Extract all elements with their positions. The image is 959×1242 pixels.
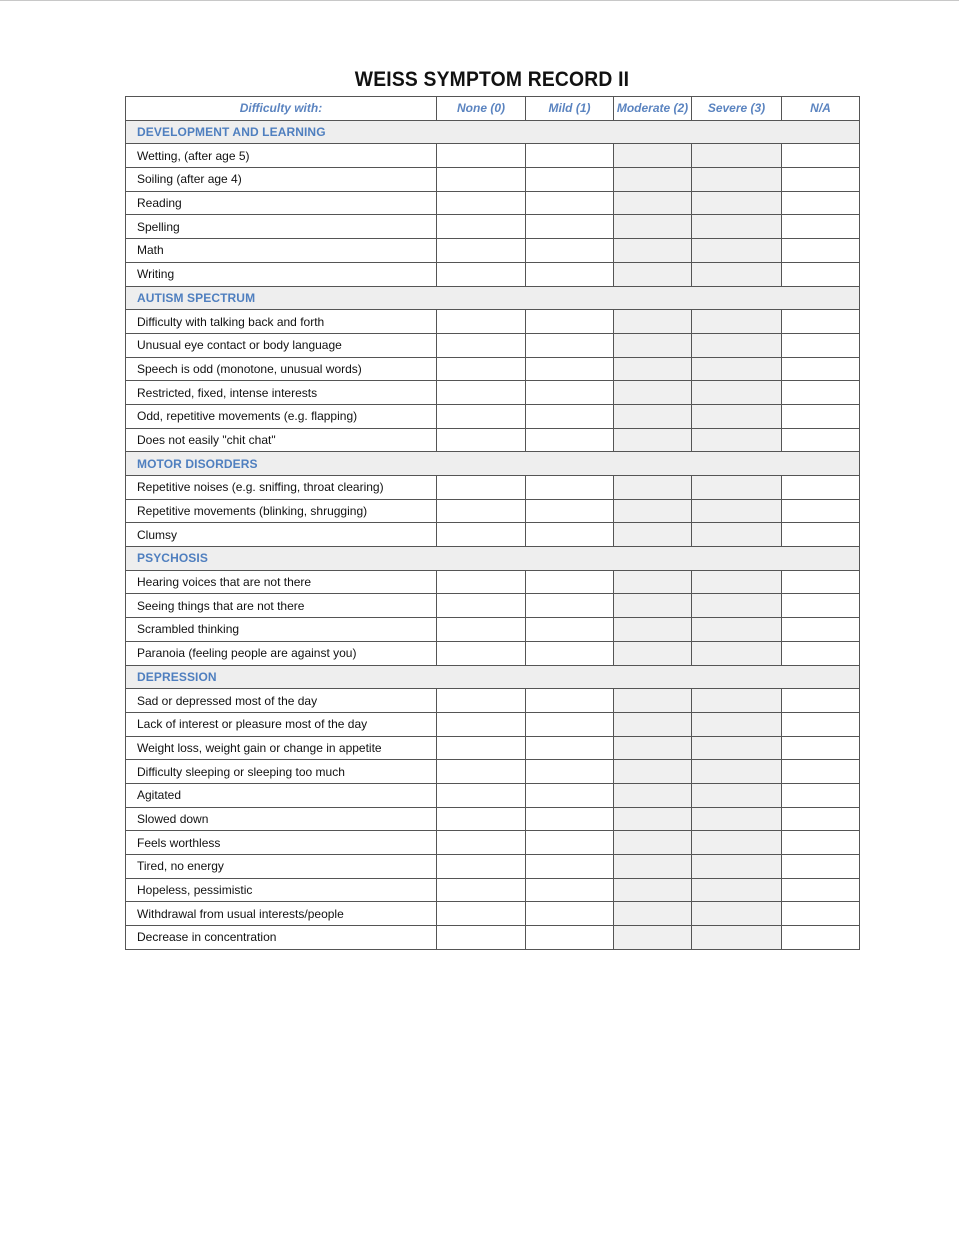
rating-mild-cell[interactable] bbox=[526, 333, 614, 357]
symptom-row bbox=[126, 618, 860, 642]
symptom-label: Repetitive noises (e.g. sniffing, throat clearing) bbox=[126, 476, 437, 500]
rating-moderate-cell[interactable] bbox=[614, 712, 692, 736]
rating-na-cell[interactable] bbox=[782, 878, 860, 902]
rating-moderate-cell[interactable] bbox=[614, 736, 692, 760]
rating-mild-cell[interactable] bbox=[526, 855, 614, 879]
rating-none-cell[interactable] bbox=[437, 310, 526, 334]
symptom-label: Spelling bbox=[126, 215, 437, 239]
rating-none-cell[interactable] bbox=[437, 381, 526, 405]
rating-mild-cell[interactable] bbox=[526, 239, 614, 263]
rating-na-cell[interactable] bbox=[782, 381, 860, 405]
rating-na-cell[interactable] bbox=[782, 523, 860, 547]
symptom-row bbox=[126, 310, 860, 334]
section-header-row bbox=[126, 286, 860, 310]
rating-severe-cell[interactable] bbox=[692, 594, 782, 618]
symptom-row bbox=[126, 807, 860, 831]
document-title: WEISS SYMPTOM RECORD II bbox=[354, 68, 630, 91]
symptom-label: Unusual eye contact or body language bbox=[126, 333, 437, 357]
rating-na-cell[interactable] bbox=[782, 144, 860, 168]
rating-na-cell[interactable] bbox=[782, 239, 860, 263]
rating-none-cell[interactable] bbox=[437, 594, 526, 618]
rating-severe-cell[interactable] bbox=[692, 476, 782, 500]
rating-none-cell[interactable] bbox=[437, 333, 526, 357]
rating-moderate-cell[interactable] bbox=[614, 902, 692, 926]
rating-mild-cell[interactable] bbox=[526, 831, 614, 855]
rating-moderate-cell[interactable] bbox=[614, 215, 692, 239]
column-header-mild: Mild (1) bbox=[526, 97, 614, 121]
symptom-row bbox=[126, 262, 860, 286]
rating-mild-cell[interactable] bbox=[526, 523, 614, 547]
rating-severe-cell[interactable] bbox=[692, 878, 782, 902]
symptom-row bbox=[126, 191, 860, 215]
rating-na-cell[interactable] bbox=[782, 807, 860, 831]
symptom-label: Seeing things that are not there bbox=[126, 594, 437, 618]
rating-mild-cell[interactable] bbox=[526, 807, 614, 831]
rating-severe-cell[interactable] bbox=[692, 926, 782, 950]
column-header-moderate: Moderate (2) bbox=[614, 97, 692, 121]
symptom-table bbox=[125, 96, 860, 950]
section-title: DEPRESSION bbox=[126, 665, 860, 689]
rating-moderate-cell[interactable] bbox=[614, 641, 692, 665]
rating-na-cell[interactable] bbox=[782, 736, 860, 760]
rating-mild-cell[interactable] bbox=[526, 476, 614, 500]
rating-severe-cell[interactable] bbox=[692, 807, 782, 831]
symptom-row bbox=[126, 926, 860, 950]
rating-moderate-cell[interactable] bbox=[614, 855, 692, 879]
rating-na-cell[interactable] bbox=[782, 499, 860, 523]
symptom-label: Agitated bbox=[126, 783, 437, 807]
rating-mild-cell[interactable] bbox=[526, 215, 614, 239]
rating-mild-cell[interactable] bbox=[526, 168, 614, 192]
symptom-label: Difficulty with talking back and forth bbox=[126, 310, 437, 334]
rating-mild-cell[interactable] bbox=[526, 357, 614, 381]
rating-na-cell[interactable] bbox=[782, 902, 860, 926]
rating-severe-cell[interactable] bbox=[692, 215, 782, 239]
symptom-label: Writing bbox=[126, 262, 437, 286]
section-header-row bbox=[126, 547, 860, 571]
symptom-label: Soiling (after age 4) bbox=[126, 168, 437, 192]
rating-na-cell[interactable] bbox=[782, 215, 860, 239]
symptom-label: Speech is odd (monotone, unusual words) bbox=[126, 357, 437, 381]
rating-mild-cell[interactable] bbox=[526, 902, 614, 926]
rating-na-cell[interactable] bbox=[782, 262, 860, 286]
rating-severe-cell[interactable] bbox=[692, 712, 782, 736]
rating-na-cell[interactable] bbox=[782, 570, 860, 594]
column-header-none: None (0) bbox=[437, 97, 526, 121]
section-header-row bbox=[126, 665, 860, 689]
symptom-row bbox=[126, 239, 860, 263]
section-title: PSYCHOSIS bbox=[126, 547, 860, 571]
rating-na-cell[interactable] bbox=[782, 310, 860, 334]
rating-severe-cell[interactable] bbox=[692, 736, 782, 760]
rating-moderate-cell[interactable] bbox=[614, 760, 692, 784]
rating-none-cell[interactable] bbox=[437, 926, 526, 950]
rating-mild-cell[interactable] bbox=[526, 144, 614, 168]
rating-mild-cell[interactable] bbox=[526, 783, 614, 807]
rating-na-cell[interactable] bbox=[782, 689, 860, 713]
symptom-row bbox=[126, 144, 860, 168]
rating-none-cell[interactable] bbox=[437, 783, 526, 807]
rating-severe-cell[interactable] bbox=[692, 618, 782, 642]
rating-severe-cell[interactable] bbox=[692, 902, 782, 926]
rating-moderate-cell[interactable] bbox=[614, 262, 692, 286]
rating-na-cell[interactable] bbox=[782, 783, 860, 807]
rating-na-cell[interactable] bbox=[782, 618, 860, 642]
rating-none-cell[interactable] bbox=[437, 357, 526, 381]
rating-moderate-cell[interactable] bbox=[614, 831, 692, 855]
symptom-label: Decrease in concentration bbox=[126, 926, 437, 950]
rating-mild-cell[interactable] bbox=[526, 381, 614, 405]
rating-mild-cell[interactable] bbox=[526, 712, 614, 736]
rating-na-cell[interactable] bbox=[782, 760, 860, 784]
rating-na-cell[interactable] bbox=[782, 357, 860, 381]
symptom-row bbox=[126, 570, 860, 594]
rating-mild-cell[interactable] bbox=[526, 760, 614, 784]
rating-none-cell[interactable] bbox=[437, 736, 526, 760]
symptom-label: Feels worthless bbox=[126, 831, 437, 855]
rating-moderate-cell[interactable] bbox=[614, 239, 692, 263]
column-header-severe: Severe (3) bbox=[692, 97, 782, 121]
rating-mild-cell[interactable] bbox=[526, 878, 614, 902]
section-header-row bbox=[126, 120, 860, 144]
rating-severe-cell[interactable] bbox=[692, 428, 782, 452]
section-header-row bbox=[126, 452, 860, 476]
rating-mild-cell[interactable] bbox=[526, 499, 614, 523]
rating-severe-cell[interactable] bbox=[692, 499, 782, 523]
symptom-label: Repetitive movements (blinking, shrugging) bbox=[126, 499, 437, 523]
rating-moderate-cell[interactable] bbox=[614, 381, 692, 405]
symptom-row bbox=[126, 499, 860, 523]
rating-na-cell[interactable] bbox=[782, 926, 860, 950]
rating-moderate-cell[interactable] bbox=[614, 523, 692, 547]
column-header-difficulty: Difficulty with: bbox=[126, 97, 437, 121]
symptom-row bbox=[126, 168, 860, 192]
symptom-row bbox=[126, 523, 860, 547]
rating-none-cell[interactable] bbox=[437, 689, 526, 713]
rating-na-cell[interactable] bbox=[782, 168, 860, 192]
symptom-row bbox=[126, 712, 860, 736]
rating-none-cell[interactable] bbox=[437, 618, 526, 642]
symptom-row bbox=[126, 689, 860, 713]
symptom-row bbox=[126, 736, 860, 760]
table-body bbox=[126, 120, 860, 949]
symptom-row bbox=[126, 428, 860, 452]
rating-none-cell[interactable] bbox=[437, 499, 526, 523]
rating-na-cell[interactable] bbox=[782, 428, 860, 452]
rating-mild-cell[interactable] bbox=[526, 310, 614, 334]
rating-na-cell[interactable] bbox=[782, 476, 860, 500]
rating-severe-cell[interactable] bbox=[692, 357, 782, 381]
page-top-rule bbox=[0, 0, 959, 1]
rating-moderate-cell[interactable] bbox=[614, 144, 692, 168]
rating-mild-cell[interactable] bbox=[526, 641, 614, 665]
rating-moderate-cell[interactable] bbox=[614, 570, 692, 594]
rating-none-cell[interactable] bbox=[437, 523, 526, 547]
rating-na-cell[interactable] bbox=[782, 404, 860, 428]
rating-moderate-cell[interactable] bbox=[614, 333, 692, 357]
rating-moderate-cell[interactable] bbox=[614, 310, 692, 334]
symptom-label: Hopeless, pessimistic bbox=[126, 878, 437, 902]
symptom-label: Tired, no energy bbox=[126, 855, 437, 879]
symptom-row bbox=[126, 878, 860, 902]
section-title: AUTISM SPECTRUM bbox=[126, 286, 860, 310]
rating-mild-cell[interactable] bbox=[526, 736, 614, 760]
rating-moderate-cell[interactable] bbox=[614, 428, 692, 452]
rating-severe-cell[interactable] bbox=[692, 783, 782, 807]
rating-severe-cell[interactable] bbox=[692, 381, 782, 405]
rating-severe-cell[interactable] bbox=[692, 760, 782, 784]
symptom-label: Does not easily "chit chat" bbox=[126, 428, 437, 452]
header-row bbox=[126, 97, 860, 121]
rating-none-cell[interactable] bbox=[437, 641, 526, 665]
symptom-row bbox=[126, 783, 860, 807]
symptom-label: Hearing voices that are not there bbox=[126, 570, 437, 594]
rating-moderate-cell[interactable] bbox=[614, 689, 692, 713]
rating-moderate-cell[interactable] bbox=[614, 404, 692, 428]
rating-severe-cell[interactable] bbox=[692, 831, 782, 855]
rating-moderate-cell[interactable] bbox=[614, 191, 692, 215]
rating-none-cell[interactable] bbox=[437, 760, 526, 784]
rating-none-cell[interactable] bbox=[437, 144, 526, 168]
rating-severe-cell[interactable] bbox=[692, 239, 782, 263]
rating-na-cell[interactable] bbox=[782, 855, 860, 879]
rating-na-cell[interactable] bbox=[782, 712, 860, 736]
rating-severe-cell[interactable] bbox=[692, 144, 782, 168]
rating-moderate-cell[interactable] bbox=[614, 168, 692, 192]
rating-na-cell[interactable] bbox=[782, 831, 860, 855]
symptom-row bbox=[126, 404, 860, 428]
symptom-row bbox=[126, 855, 860, 879]
rating-none-cell[interactable] bbox=[437, 712, 526, 736]
symptom-label: Slowed down bbox=[126, 807, 437, 831]
rating-na-cell[interactable] bbox=[782, 191, 860, 215]
rating-severe-cell[interactable] bbox=[692, 404, 782, 428]
rating-mild-cell[interactable] bbox=[526, 618, 614, 642]
rating-moderate-cell[interactable] bbox=[614, 783, 692, 807]
rating-moderate-cell[interactable] bbox=[614, 357, 692, 381]
rating-mild-cell[interactable] bbox=[526, 191, 614, 215]
symptom-row bbox=[126, 594, 860, 618]
symptom-row bbox=[126, 357, 860, 381]
symptom-label: Reading bbox=[126, 191, 437, 215]
symptom-row bbox=[126, 831, 860, 855]
rating-na-cell[interactable] bbox=[782, 333, 860, 357]
symptom-label: Withdrawal from usual interests/people bbox=[126, 902, 437, 926]
symptom-label: Wetting, (after age 5) bbox=[126, 144, 437, 168]
rating-none-cell[interactable] bbox=[437, 831, 526, 855]
rating-na-cell[interactable] bbox=[782, 641, 860, 665]
rating-severe-cell[interactable] bbox=[692, 641, 782, 665]
rating-severe-cell[interactable] bbox=[692, 191, 782, 215]
rating-none-cell[interactable] bbox=[437, 262, 526, 286]
rating-moderate-cell[interactable] bbox=[614, 499, 692, 523]
rating-none-cell[interactable] bbox=[437, 191, 526, 215]
section-title: MOTOR DISORDERS bbox=[126, 452, 860, 476]
symptom-row bbox=[126, 902, 860, 926]
rating-moderate-cell[interactable] bbox=[614, 926, 692, 950]
rating-none-cell[interactable] bbox=[437, 855, 526, 879]
rating-none-cell[interactable] bbox=[437, 807, 526, 831]
symptom-label: Scrambled thinking bbox=[126, 618, 437, 642]
rating-moderate-cell[interactable] bbox=[614, 618, 692, 642]
rating-none-cell[interactable] bbox=[437, 428, 526, 452]
rating-na-cell[interactable] bbox=[782, 594, 860, 618]
symptom-label: Odd, repetitive movements (e.g. flapping) bbox=[126, 404, 437, 428]
rating-moderate-cell[interactable] bbox=[614, 807, 692, 831]
symptom-label: Weight loss, weight gain or change in appetite bbox=[126, 736, 437, 760]
symptom-label: Lack of interest or pleasure most of the day bbox=[126, 712, 437, 736]
rating-none-cell[interactable] bbox=[437, 215, 526, 239]
rating-severe-cell[interactable] bbox=[692, 689, 782, 713]
symptom-row bbox=[126, 215, 860, 239]
symptom-label: Clumsy bbox=[126, 523, 437, 547]
symptom-row bbox=[126, 333, 860, 357]
rating-mild-cell[interactable] bbox=[526, 428, 614, 452]
rating-none-cell[interactable] bbox=[437, 168, 526, 192]
symptom-row bbox=[126, 641, 860, 665]
symptom-label: Math bbox=[126, 239, 437, 263]
rating-severe-cell[interactable] bbox=[692, 855, 782, 879]
rating-none-cell[interactable] bbox=[437, 239, 526, 263]
symptom-row bbox=[126, 381, 860, 405]
symptom-row bbox=[126, 476, 860, 500]
rating-moderate-cell[interactable] bbox=[614, 878, 692, 902]
symptom-label: Paranoia (feeling people are against you) bbox=[126, 641, 437, 665]
rating-none-cell[interactable] bbox=[437, 902, 526, 926]
section-title: DEVELOPMENT AND LEARNING bbox=[126, 120, 860, 144]
rating-mild-cell[interactable] bbox=[526, 594, 614, 618]
rating-severe-cell[interactable] bbox=[692, 523, 782, 547]
symptom-label: Restricted, fixed, intense interests bbox=[126, 381, 437, 405]
symptom-label: Sad or depressed most of the day bbox=[126, 689, 437, 713]
rating-severe-cell[interactable] bbox=[692, 570, 782, 594]
rating-none-cell[interactable] bbox=[437, 476, 526, 500]
rating-mild-cell[interactable] bbox=[526, 404, 614, 428]
rating-mild-cell[interactable] bbox=[526, 689, 614, 713]
symptom-label: Difficulty sleeping or sleeping too much bbox=[126, 760, 437, 784]
rating-none-cell[interactable] bbox=[437, 404, 526, 428]
rating-severe-cell[interactable] bbox=[692, 333, 782, 357]
rating-mild-cell[interactable] bbox=[526, 262, 614, 286]
rating-none-cell[interactable] bbox=[437, 878, 526, 902]
rating-severe-cell[interactable] bbox=[692, 168, 782, 192]
rating-mild-cell[interactable] bbox=[526, 926, 614, 950]
rating-none-cell[interactable] bbox=[437, 570, 526, 594]
rating-severe-cell[interactable] bbox=[692, 262, 782, 286]
rating-moderate-cell[interactable] bbox=[614, 594, 692, 618]
rating-mild-cell[interactable] bbox=[526, 570, 614, 594]
rating-severe-cell[interactable] bbox=[692, 310, 782, 334]
column-header-na: N/A bbox=[782, 97, 860, 121]
symptom-row bbox=[126, 760, 860, 784]
rating-moderate-cell[interactable] bbox=[614, 476, 692, 500]
